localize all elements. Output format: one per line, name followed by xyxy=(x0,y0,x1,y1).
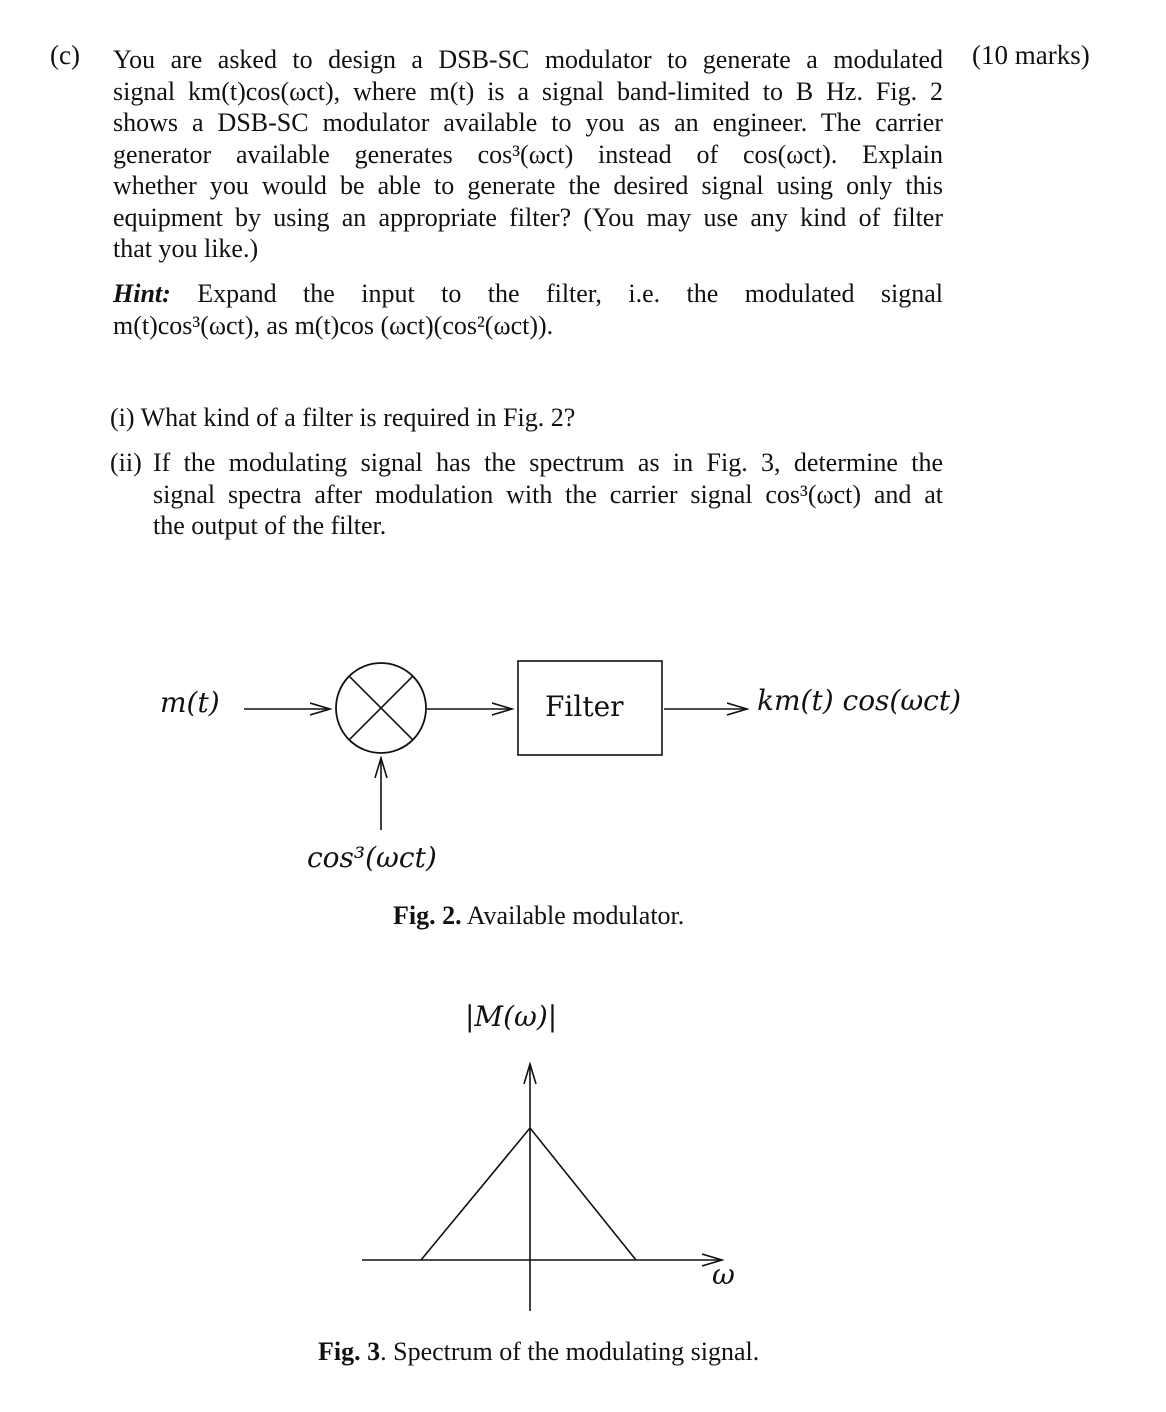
para-line: whether you would be able to generate the desired signal using only this xyxy=(113,171,943,200)
x-axis-label: ω xyxy=(712,1258,735,1291)
sub-question-i: (i) What kind of a filter is required in Fig. 2? xyxy=(110,403,576,432)
hint-text-1: Expand the input to the filter, i.e. the modulated signal xyxy=(197,279,943,308)
carrier-label: cos³(ωct) xyxy=(307,841,437,874)
sub-ii-line: If the modulating signal has the spectrum as in Fig. 3, determine the xyxy=(153,448,943,477)
output-signal-label: km(t) cos(ωct) xyxy=(757,684,962,717)
sub-ii-line: signal spectra after modulation with the carrier signal cos³(ωct) and at xyxy=(153,479,943,509)
y-axis-label: |M(ω)| xyxy=(465,1000,558,1033)
fig3-caption-bold: Fig. 3 xyxy=(318,1337,381,1366)
para-line: generator available generates cos³(ωct) instead of cos(ωct). Explain xyxy=(113,139,943,169)
fig2-caption-text: Available modulator. xyxy=(466,901,685,930)
sub-question-ii-label: (ii) xyxy=(110,448,142,477)
hint-label: Hint: xyxy=(113,279,171,308)
para-line: shows a DSB-SC modulator available to you as an engineer. The carrier xyxy=(113,108,943,137)
para-line: equipment by using an appropriate filter? (You may use any kind of filter xyxy=(113,202,943,232)
para-line: that you like.) xyxy=(113,234,259,263)
input-signal-label: m(t) xyxy=(160,686,220,719)
fig3-caption xyxy=(318,1337,759,1367)
para-line: You are asked to design a DSB-SC modulator to generate a modulated xyxy=(113,45,943,74)
fig2-caption-bold: Fig. 2. xyxy=(393,901,462,930)
sub-ii-line: the output of the filter. xyxy=(153,511,387,540)
hint-line-2: m(t)cos³(ωct), as m(t)cos (ωct)(cos²(ωct)). xyxy=(113,310,554,340)
spectrum-triangle xyxy=(421,1128,636,1260)
para-line: signal km(t)cos(ωct), where m(t) is a signal band-limited to B Hz. Fig. 2 xyxy=(113,76,943,106)
filter-label: Filter xyxy=(545,690,624,723)
question-label: (c) xyxy=(50,40,80,70)
fig3-caption-text: . Spectrum of the modulating signal. xyxy=(380,1337,760,1366)
marks-label: (10 marks) xyxy=(972,40,1090,70)
